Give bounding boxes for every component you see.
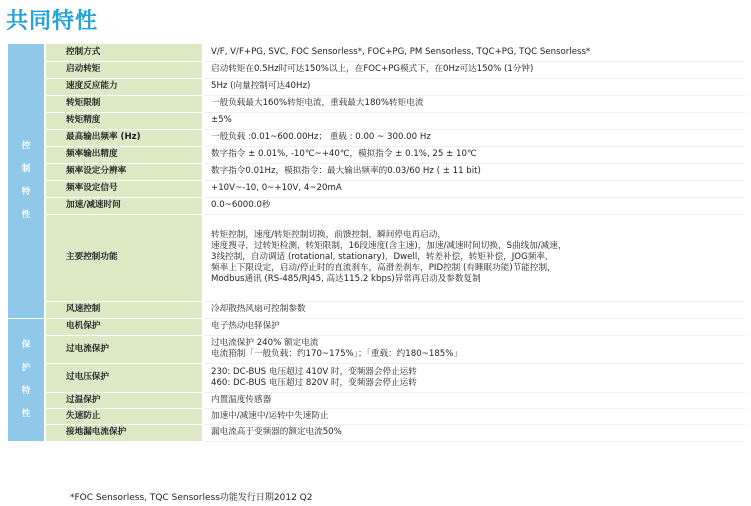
spec-value [203, 180, 745, 197]
spec-value [203, 318, 745, 335]
group-label-char: 性 [21, 209, 31, 220]
spec-row [8, 392, 745, 408]
spec-row [8, 301, 745, 318]
spec-row [8, 197, 745, 214]
spec-value [203, 408, 745, 424]
group-label [8, 318, 45, 441]
footnote: *FOC Sensorless, TQC Sensorless功能发行日期2012 Q2 [70, 493, 313, 503]
spec-value-line: 数字指令0.01Hz，模拟指令：最大输出频率的0.03/60 Hz ( ± 11 bit) [211, 166, 481, 176]
spec-row [8, 363, 745, 392]
spec-value [203, 424, 745, 441]
spec-key: 启动转矩 [45, 61, 203, 78]
spec-row [8, 129, 745, 146]
spec-value-line: 0.0~6000.0秒 [211, 200, 271, 210]
spec-value-line: +10V~-10, 0~+10V, 4~20mA [211, 183, 342, 193]
spec-row [8, 180, 745, 197]
group-label-char: 制 [21, 163, 31, 174]
spec-value [203, 301, 745, 318]
spec-value-line: 5Hz (向量控制可达40Hz) [211, 81, 311, 91]
spec-key: 频率设定信号 [45, 180, 203, 197]
spec-key: 转矩限制 [45, 95, 203, 112]
group-label-char: 控 [21, 140, 31, 151]
spec-key: 速度反应能力 [45, 78, 203, 95]
spec-value-line: 冷却散热风扇可控制参数 [211, 304, 306, 314]
spec-row [8, 335, 745, 363]
spec-key: 转矩精度 [45, 112, 203, 129]
spec-value-line: 3线控制，自动调适 (rotational, stationary)，Dwell，转差补偿，转矩补偿，JOG频率， [211, 252, 554, 262]
group-label-char: 特 [21, 186, 31, 197]
spec-key: 风速控制 [45, 301, 203, 318]
spec-value-line: 230: DC-BUS 电压超过 410V 时，变频器会停止运转 [211, 366, 417, 377]
spec-value [203, 146, 745, 163]
spec-table-body [8, 44, 745, 441]
spec-value [203, 363, 745, 392]
spec-key: 电机保护 [45, 318, 203, 335]
spec-value-line: 内置温度传感器 [211, 394, 272, 405]
spec-value [203, 197, 745, 214]
spec-value-line: 转矩控制，速度/转矩控制切换，前馈控制，瞬间停电再启动， [211, 230, 446, 240]
spec-value-line: 电子热动电驿保护 [211, 321, 280, 331]
spec-value-line: 电流箝制「一般负载：约170~175%」；「重载：约180~185%」 [211, 349, 463, 359]
spec-value-line: V/F, V/F+PG, SVC, FOC Sensorless*, FOC+PG, PM Sensorless, TQC+PG, TQC Sensorless* [211, 46, 591, 57]
spec-value-line: 一般负载 :0.01~600.00Hz； 重载 : 0.00 ~ 300.00 Hz [211, 132, 431, 142]
spec-value-line: 过电流保护 240% 额定电流 [211, 338, 319, 348]
spec-row [8, 78, 745, 95]
spec-value [203, 163, 745, 180]
spec-row [8, 214, 745, 301]
spec-row [8, 95, 745, 112]
spec-key: 接地漏电流保护 [45, 424, 203, 441]
spec-value [203, 78, 745, 95]
spec-key: 过电流保护 [45, 335, 203, 363]
spec-value-line: Modbus通讯 (RS-485/RJ45, 高达115.2 kbps)异常再启动及参数复制 [211, 274, 481, 284]
spec-key: 过温保护 [45, 392, 203, 408]
spec-value [203, 61, 745, 78]
spec-value [203, 44, 745, 61]
spec-row [8, 318, 745, 335]
group-label [8, 44, 45, 318]
spec-row [8, 163, 745, 180]
spec-table [8, 44, 745, 442]
spec-key: 主要控制功能 [45, 214, 203, 301]
spec-row [8, 408, 745, 424]
group-label-char: 保 [21, 339, 31, 350]
group-label-char: 特 [21, 385, 31, 396]
spec-value-line: 频率上下限设定，启动/停止时的直流刹车，高滑差刹车，PID控制 (有睡眠功能)节能控制， [211, 263, 556, 273]
spec-value [203, 129, 745, 146]
spec-value-line: ±5% [211, 115, 232, 125]
spec-key: 最高输出频率 (Hz) [45, 129, 203, 146]
spec-value [203, 392, 745, 408]
spec-row [8, 44, 745, 61]
spec-key: 加速/减速时间 [45, 197, 203, 214]
spec-key: 频率输出精度 [45, 146, 203, 163]
spec-value [203, 214, 745, 301]
spec-value-line: 数字指令 ± 0.01%, -10℃~+40℃，模拟指令 ± 0.1%, 25 ± 10℃ [211, 149, 477, 159]
spec-value [203, 112, 745, 129]
spec-key: 频率设定分辨率 [45, 163, 203, 180]
spec-value-line: 加速中/减速中/运转中失速防止 [211, 410, 329, 421]
spec-value-line: 漏电流高于变频器的额定电流50% [211, 427, 342, 437]
group-label-char: 护 [21, 362, 31, 373]
spec-value-line: 460: DC-BUS 电压超过 820V 时，变频器会停止运转 [211, 377, 417, 388]
spec-value-line: 启动转矩在0.5Hz时可达150%以上，在FOC+PG模式下，在0Hz可达150% (1分钟) [211, 64, 534, 74]
spec-row [8, 146, 745, 163]
page-title: 共同特性 [6, 9, 99, 34]
spec-key: 失速防止 [45, 408, 203, 424]
group-label-char: 性 [21, 408, 31, 419]
spec-row [8, 61, 745, 78]
spec-value-line: 速度搜寻，过转矩检测，转矩限制，16段速度(含主速)，加速/减速时间切换，S曲线加/减速， [211, 241, 567, 251]
spec-value-line: 一般负载最大160%转矩电流，重载最大180%转矩电流 [211, 98, 424, 108]
spec-key: 控制方式 [45, 44, 203, 61]
spec-value [203, 95, 745, 112]
spec-value [203, 335, 745, 363]
spec-key: 过电压保护 [45, 363, 203, 392]
spec-row [8, 112, 745, 129]
spec-row [8, 424, 745, 441]
